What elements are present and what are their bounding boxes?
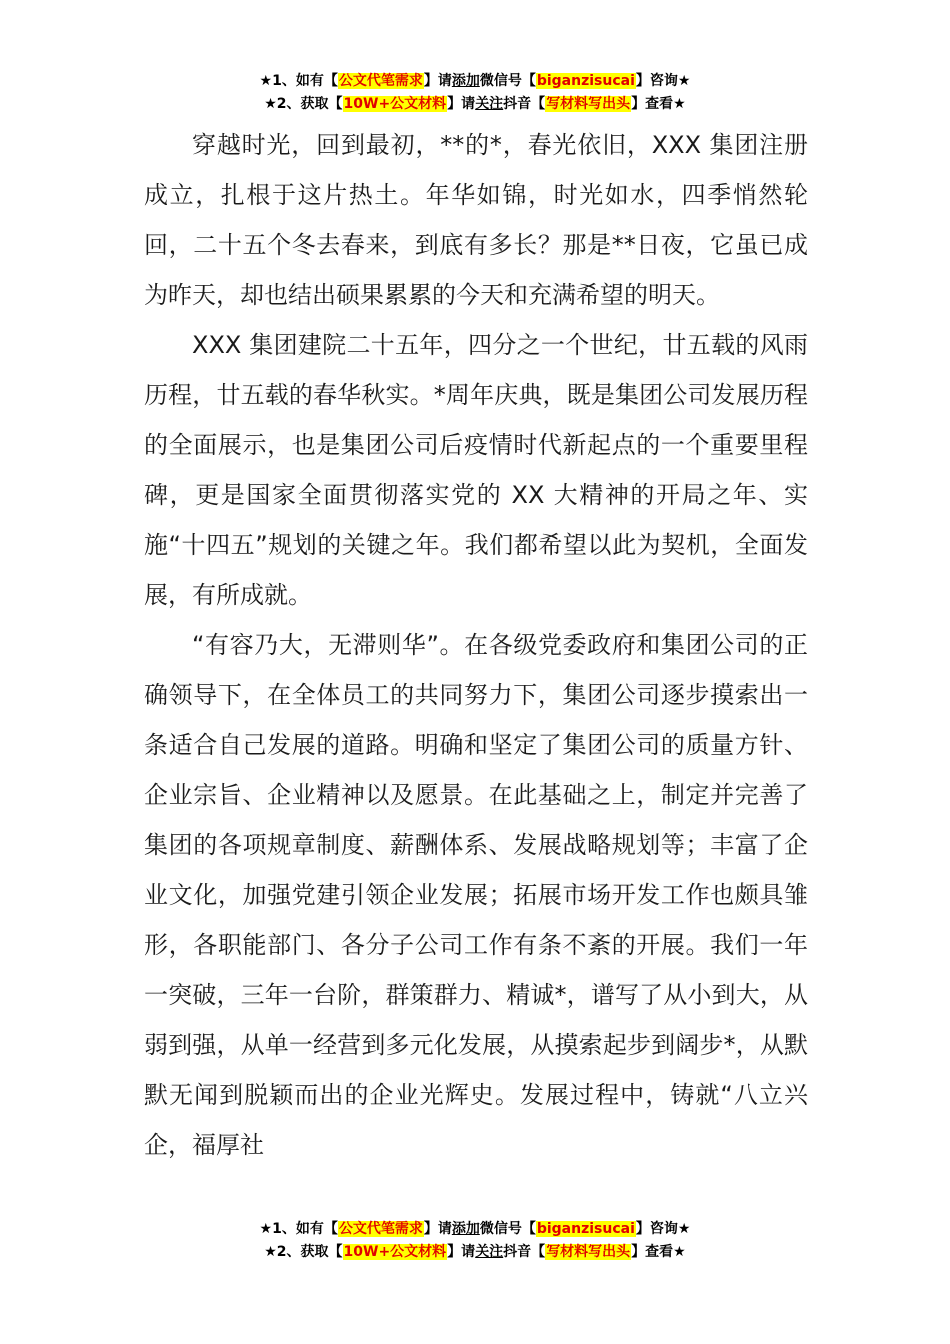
document-body [144,120,808,1170]
promo-line-1-emphasis: 添加 [451,73,480,89]
body-paragraph-2: XXX 集团建院二十五年，四分之一个世纪，廿五载的风雨历程，廿五载的春华秋实。*周年庆典，既是集团公司发展历程的全面展示，也是集团公司后疫情时代新起点的一个重要里程碑，更是国家全面贯彻落实党的 XX 大精神的开局之年、实施“十四五”规划的关键之年。我们都希望以此为契机，全面发展，有所成就。 [144,331,808,609]
promo-highlight-douyin-account: 写材料写出头 [546,96,631,112]
promo-line-2-mid2: 抖音【 [503,96,546,112]
promo-line-2-mid: 】请 [447,96,476,112]
promo-line-1 [0,70,950,93]
body-paragraph-1: 穿越时光，回到最初，**的*，春光依旧，XXX 集团注册成立，扎根于这片热土。年华如锦，时光如水，四季悄然轮回，二十五个冬去春来，到底有多长？那是**日夜，它虽已成为昨天，却也结出硕果累累的今天和充满希望的明天。 [144,131,808,309]
footer-highlight-wechat-id: biganzisucai [536,1221,635,1237]
promo-line-1-prefix: ★1、如有【 [259,73,338,89]
promo-line-2-suffix: 】查看★ [631,96,686,112]
footer-line-2-suffix: 】查看★ [631,1244,686,1260]
footer-highlight-douyin-account: 写材料写出头 [546,1244,631,1260]
promo-highlight-wechat-id: biganzisucai [536,73,635,89]
footer-highlight-materials: 10W+公文材料 [343,1244,447,1260]
footer-highlight-service: 公文代笔需求 [338,1221,423,1237]
promo-line-1-mid2: 微信号【 [479,73,536,89]
footer-line-2-prefix: ★2、获取【 [264,1244,343,1260]
footer-line-2-emphasis: 关注 [475,1244,504,1260]
footer-line-1-mid2: 微信号【 [479,1221,536,1237]
promo-line-2-emphasis: 关注 [475,96,504,112]
promo-highlight-service: 公文代笔需求 [338,73,423,89]
footer-promo-line-2 [0,1241,950,1264]
footer-line-1-mid: 】请 [423,1221,452,1237]
footer-line-1-suffix: 】咨询★ [635,1221,691,1237]
promo-line-1-mid: 】请 [423,73,452,89]
promo-line-2 [0,93,950,116]
footer-line-1-prefix: ★1、如有【 [259,1221,338,1237]
footer-line-2-mid: 】请 [447,1244,476,1260]
promo-highlight-materials: 10W+公文材料 [343,96,447,112]
footer-line-1-emphasis: 添加 [451,1221,480,1237]
footer-promo-line-1 [0,1218,950,1241]
footer-promo-banner [0,1218,950,1264]
header-promo-banner [0,70,950,116]
promo-line-2-prefix: ★2、获取【 [264,96,343,112]
promo-line-1-suffix: 】咨询★ [635,73,691,89]
body-paragraph-3: “有容乃大，无滞则华”。在各级党委政府和集团公司的正确领导下，在全体员工的共同努力下，集团公司逐步摸索出一条适合自己发展的道路。明确和坚定了集团公司的质量方针、企业宗旨、企业精神以及愿景。在此基础之上，制定并完善了集团的各项规章制度、薪酬体系、发展战略规划等；丰富了企业文化，加强党建引领企业发展；拓展市场开发工作也颇具雏形，各职能部门、各分子公司工作有条不紊的开展。我们一年一突破，三年一台阶，群策群力、精诚*，谱写了从小到大，从弱到强，从单一经营到多元化发展，从摸索起步到阔步*，从默默无闻到脱颖而出的企业光辉史。发展过程中，铸就“八立兴企，福厚社 [144,631,808,1159]
footer-line-2-mid2: 抖音【 [503,1244,546,1260]
